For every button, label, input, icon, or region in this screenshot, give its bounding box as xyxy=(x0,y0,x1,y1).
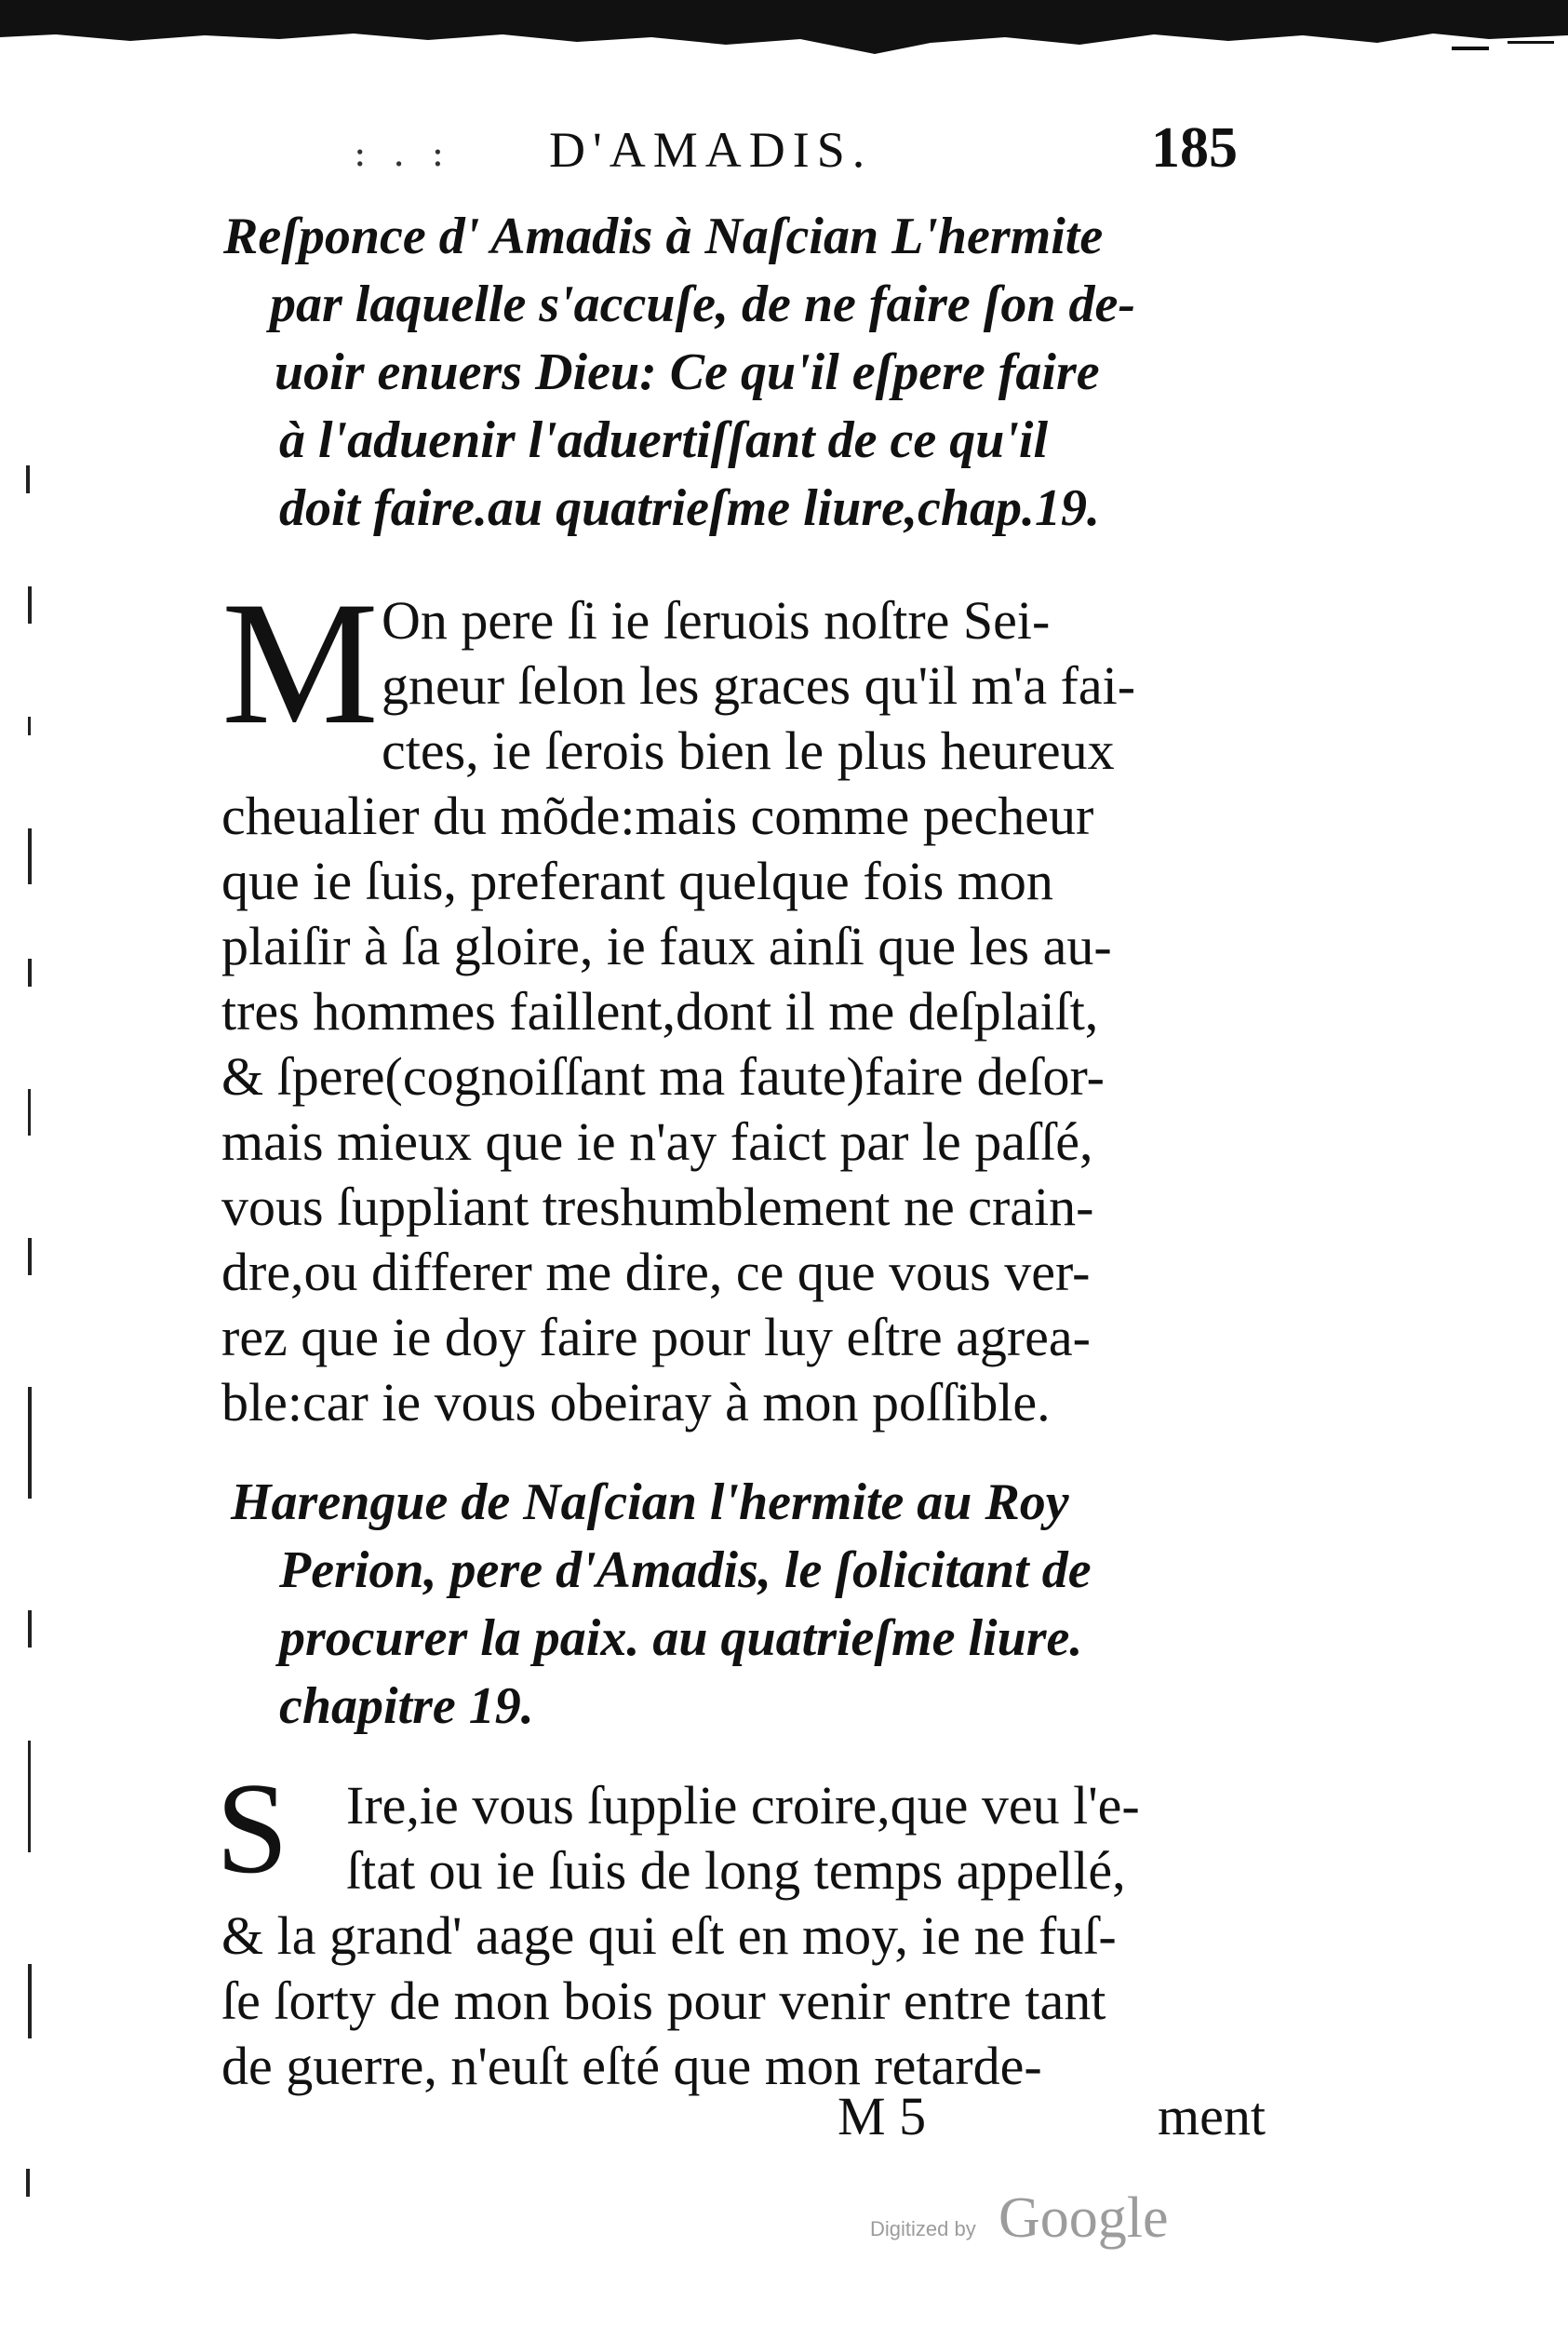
text-line: ctes, ie ſerois bien le plus heureux xyxy=(382,720,1115,781)
text-line: ſtat ou ie ſuis de long temps appellé, xyxy=(346,1840,1126,1901)
digitization-watermark xyxy=(870,2186,1186,2260)
catchword: ment xyxy=(1158,2086,1266,2146)
heading-line: Reſponce d' Amadis à Naſcian L'hermite xyxy=(223,208,1104,265)
running-head-ornament: : . : xyxy=(354,132,452,175)
heading-line: à l'aduenir l'aduertiſſant de ce qu'il xyxy=(279,411,1049,469)
heading-line: doit faire.au quatrieſme liure,chap.19. xyxy=(279,479,1100,537)
text-line: & ſpere(cognoiſſant ma faute)faire deſor- xyxy=(221,1046,1105,1107)
text-line: cheualier du mõde:mais comme pecheur xyxy=(221,786,1094,846)
scan-top-edge xyxy=(0,0,1568,28)
text-line: rez que ie doy faire pour luy eſtre agrea- xyxy=(221,1307,1091,1367)
heading-line: chapitre 19. xyxy=(279,1677,534,1735)
text-line: de guerre, n'euſt eſté que mon retarde- xyxy=(221,2036,1042,2096)
page-footer xyxy=(838,2085,1266,2150)
watermark-prefix: Digitized by xyxy=(870,2217,976,2240)
scan-top-edge-ragged xyxy=(0,26,1568,63)
google-logo: Google xyxy=(998,2186,1169,2250)
text-line: On pere ſi ie ſeruois noſtre Sei- xyxy=(382,590,1051,651)
signature-mark: M 5 xyxy=(838,2086,927,2146)
text-line: mais mieux que ie n'ay faict par le paſſé, xyxy=(221,1111,1093,1172)
text-line: tres hommes faillent,dont il me deſplaiſt, xyxy=(221,981,1099,1042)
running-head xyxy=(354,116,1238,180)
text-line: & la grand' aage qui eſt en moy, ie ne fuſ- xyxy=(221,1905,1117,1966)
drop-capital: M xyxy=(221,566,379,761)
scan-left-edge-marks xyxy=(0,437,56,2299)
text-line: ſe ſorty de mon bois pour venir entre tant xyxy=(221,1971,1106,2031)
text-line: ble:car ie vous obeiray à mon poſſible. xyxy=(221,1372,1051,1433)
drop-capital: S xyxy=(216,1756,288,1901)
heading-line: par laquelle s'accuſe, de ne faire ſon de- xyxy=(270,276,1136,333)
page-number: 185 xyxy=(1151,116,1238,180)
text-line: que ie ſuis, preferant quelque fois mon xyxy=(221,851,1053,911)
text-line: dre,ou differer me dire, ce que vous ver- xyxy=(221,1242,1091,1302)
text-line: plaiſir à ſa gloire, ie faux ainſi que les au- xyxy=(221,916,1112,976)
heading-line: procurer la paix. au quatrieſme liure. xyxy=(279,1609,1083,1667)
text-line: gneur ſelon les graces qu'il m'a fai- xyxy=(382,655,1136,716)
running-title: D'AMADIS. xyxy=(549,122,873,178)
heading-line: uoir enuers Dieu: Ce qu'il eſpere faire xyxy=(275,343,1100,401)
text-line: vous ſuppliant treshumblement ne crain- xyxy=(221,1177,1094,1237)
heading-line: Harengue de Naſcian l'hermite au Roy xyxy=(231,1473,1069,1531)
text-line: Ire,ie vous ſupplie croire,que veu l'e- xyxy=(346,1775,1140,1836)
heading-line: Perion, pere d'Amadis, le ſolicitant de xyxy=(279,1541,1092,1599)
